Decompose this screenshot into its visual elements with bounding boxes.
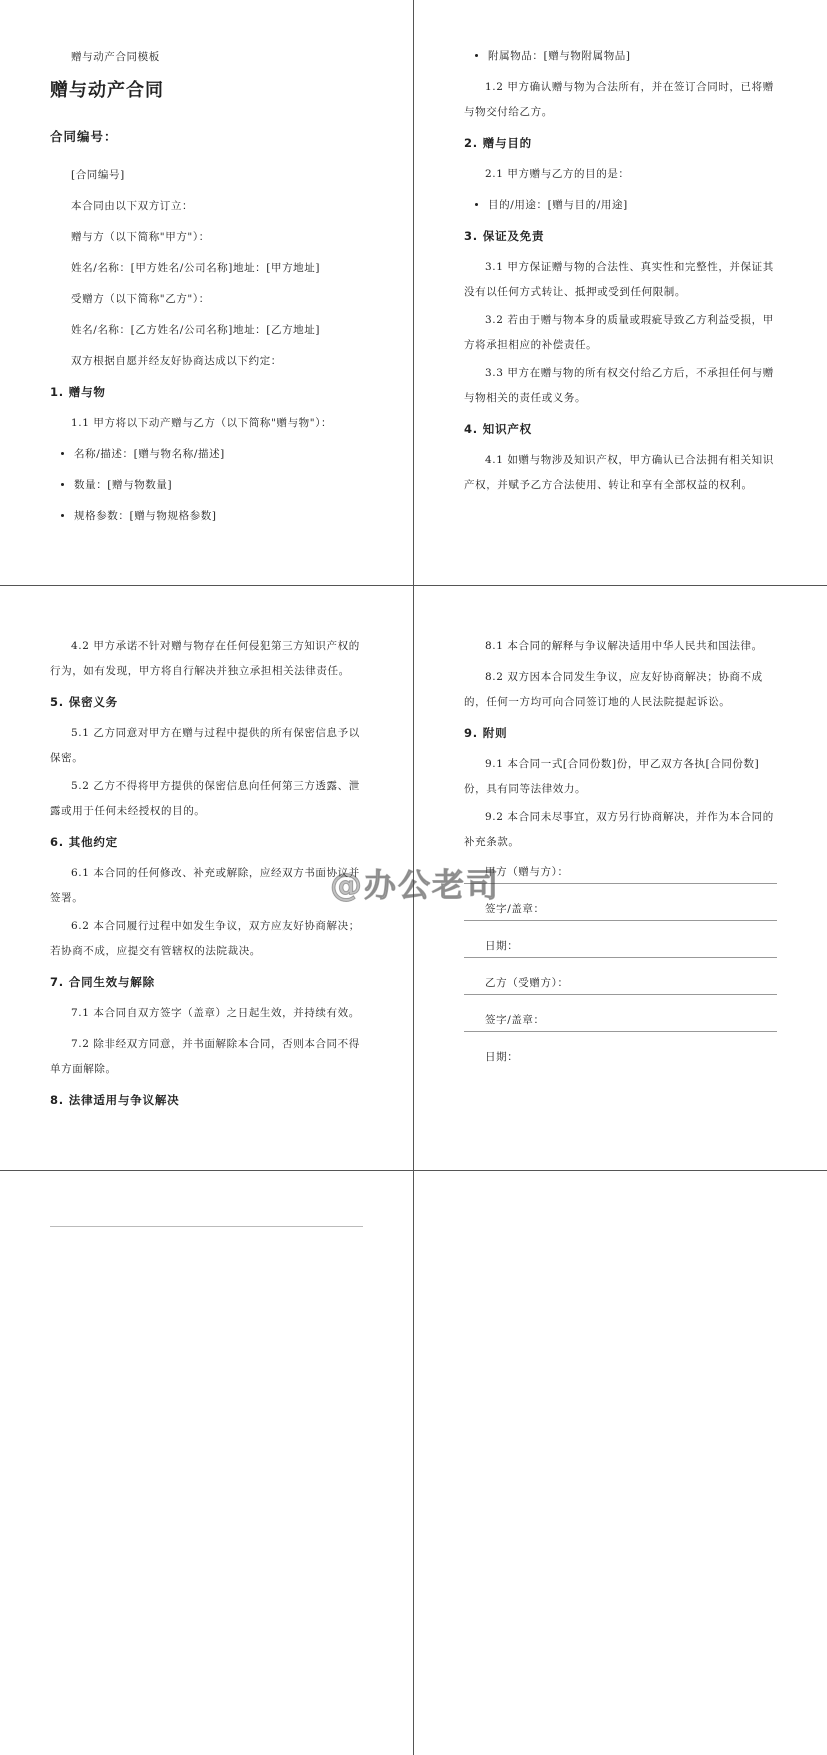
list-item: • 目的/用途：[赠与目的/用途] [488, 190, 777, 221]
clause-7-1: 7.1 本合同自双方签字（盖章）之日起生效，并持续有效。 [71, 1007, 360, 1019]
clause-5-1: 5.1 乙方同意对甲方在赠与过程中提供的所有保密信息予以保密。 [50, 727, 360, 764]
watermark-logo: @办公老司 [330, 866, 501, 904]
contract-no: [合同编号] [71, 169, 125, 181]
agreement-text: 双方根据自愿并经友好协商达成以下约定： [71, 355, 282, 367]
party-a-label: 甲方（赠与方）： [485, 866, 569, 878]
party-b-line [464, 994, 777, 995]
section-4-title: 4. 知识产权 [464, 422, 532, 436]
clause-9-1: 9.1 本合同一式[合同份数]份，甲乙双方各执[合同份数]份，具有同等法律效力。 [464, 758, 760, 795]
clause-4-2: 4.2 甲方承诺不针对赠与物存在任何侵犯第三方知识产权的行为，如有发现，甲方将自行解决并独立承担相关法律责任。 [50, 640, 360, 677]
clause-8-1: 8.1 本合同的解释与争议解决适用中华人民共和国法律。 [485, 640, 763, 652]
list-item: • 规格参数：[赠与物规格参数] [74, 501, 363, 532]
sign-b-label: 签字/盖章： [485, 1014, 545, 1026]
doc-header: 赠与动产合同模板 [71, 51, 160, 63]
section-3-title: 3. 保证及免责 [464, 229, 545, 243]
footnote-divider [50, 1226, 363, 1227]
sign-a-line [464, 920, 777, 921]
contract-no-label: 合同编号： [50, 129, 118, 144]
date-a-line [464, 957, 777, 958]
clause-4-1: 4.1 如赠与物涉及知识产权，甲方确认已合法拥有相关知识产权，并赋予乙方合法使用、转让和享有全部权益的权利。 [464, 454, 774, 491]
date-b-label: 日期： [485, 1051, 519, 1063]
sign-b-line [464, 1031, 777, 1032]
page-3 [0, 586, 414, 1171]
section-2-title: 2. 赠与目的 [464, 136, 532, 150]
clause-9-2: 9.2 本合同未尽事宜，双方另行协商解决，并作为本合同的补充条款。 [464, 811, 774, 848]
clause-3-2: 3.2 若由于赠与物本身的质量或瑕疵导致乙方利益受损，甲方将承担相应的补偿责任。 [464, 314, 774, 351]
clause-1-1: 1.1 甲方将以下动产赠与乙方（以下简称"赠与物"）： [71, 417, 333, 429]
list-item: • 数量：[赠与物数量] [74, 470, 363, 501]
clause-1-2: 1.2 甲方确认赠与物为合法所有，并在签订合同时，已将赠与物交付给乙方。 [464, 81, 774, 118]
page-1 [0, 0, 414, 586]
date-a-label: 日期： [485, 940, 519, 952]
page-2 [414, 0, 827, 586]
party-a-line [464, 883, 777, 884]
list-item: • 名称/描述：[赠与物名称/描述] [74, 439, 363, 470]
clause-3-1: 3.1 甲方保证赠与物的合法性、真实性和完整性，并保证其没有以任何方式转让、抵押或受到任何限制。 [464, 261, 774, 298]
gift-item-list [50, 439, 363, 532]
signature-block [464, 861, 777, 1068]
doc-title: 赠与动产合同 [50, 80, 164, 101]
page-4 [414, 586, 827, 1171]
clause-8-2: 8.2 双方因本合同发生争议，应友好协商解决；协商不成的，任何一方均可向合同签订地的人民法院提起诉讼。 [464, 671, 763, 708]
donor-label: 赠与方（以下简称"甲方"）： [71, 231, 210, 243]
attachment-list [464, 41, 777, 72]
donee-info: 姓名/名称：[乙方姓名/公司名称]地址：[乙方地址] [71, 324, 321, 336]
sign-a-label: 签字/盖章： [485, 903, 545, 915]
clause-3-3: 3.3 甲方在赠与物的所有权交付给乙方后，不承担任何与赠与物相关的责任或义务。 [464, 367, 774, 404]
page-5 [0, 1171, 414, 1755]
page-6 [414, 1171, 827, 1755]
section-5-title: 5. 保密义务 [50, 695, 118, 709]
purpose-list [464, 190, 777, 221]
list-item: • 附属物品：[赠与物附属物品] [488, 41, 777, 72]
section-8-title: 8. 法律适用与争议解决 [50, 1093, 180, 1107]
section-7-title: 7. 合同生效与解除 [50, 975, 155, 989]
clause-5-2: 5.2 乙方不得将甲方提供的保密信息向任何第三方透露、泄露或用于任何未经授权的目的。 [50, 780, 360, 817]
clause-6-2: 6.2 本合同履行过程中如发生争议，双方应友好协商解决；若协商不成，应提交有管辖权的法院裁决。 [50, 920, 360, 957]
clause-2-1: 2.1 甲方赠与乙方的目的是： [485, 168, 630, 180]
party-b-label: 乙方（受赠方）： [485, 977, 569, 989]
section-1-title: 1. 赠与物 [50, 385, 106, 399]
clause-7-2: 7.2 除非经双方同意，并书面解除本合同，否则本合同不得单方面解除。 [50, 1038, 360, 1075]
donee-label: 受赠方（以下简称"乙方"）： [71, 293, 210, 305]
clause-6-1: 6.1 本合同的任何修改、补充或解除，应经双方书面协议并签署。 [50, 867, 360, 904]
section-9-title: 9. 附则 [464, 726, 508, 740]
section-6-title: 6. 其他约定 [50, 835, 118, 849]
donor-info: 姓名/名称：[甲方姓名/公司名称]地址：[甲方地址] [71, 262, 321, 274]
intro-text: 本合同由以下双方订立： [71, 200, 194, 212]
